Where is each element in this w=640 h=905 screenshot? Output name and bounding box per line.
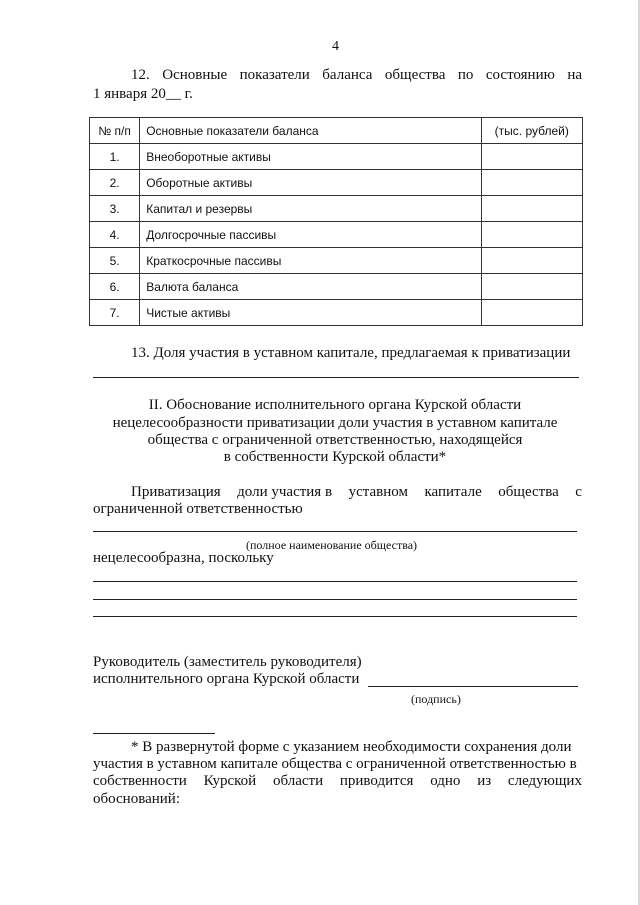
row-value[interactable] (481, 300, 582, 326)
word: баланса (322, 67, 373, 83)
table-row (90, 248, 583, 274)
reason-line-3[interactable] (93, 616, 577, 617)
page-number: 4 (332, 39, 339, 54)
reason-line-2[interactable] (93, 599, 577, 600)
word: на (567, 67, 582, 83)
word: Приватизация (131, 484, 221, 500)
footnote-line-2: участия в уставном капитале общества с ограниченной ответственностью в (93, 756, 577, 772)
row-name: Валюта баланса (140, 274, 481, 300)
row-number: 4. (90, 222, 140, 248)
reason-line-1[interactable] (93, 581, 577, 582)
row-number: 2. (90, 170, 140, 196)
section-2-heading-line-2: нецелесообразности приватизации доли участия в уставном капитале (112, 415, 558, 431)
row-value[interactable] (481, 274, 582, 300)
section-2-heading-line-1: II. Обоснование исполнительного органа Курской области (148, 397, 522, 413)
row-value[interactable] (481, 144, 582, 170)
word: капитале (424, 484, 482, 500)
footnote-line-3 (93, 772, 582, 790)
word: состоянию (485, 67, 555, 83)
row-number: 1. (90, 144, 140, 170)
row-name: Долгосрочные пассивы (140, 222, 481, 248)
section-12-title (131, 66, 582, 84)
table-row (90, 170, 583, 196)
row-name: Чистые активы (140, 300, 481, 326)
header-cell: № п/п (90, 118, 140, 144)
section-2-heading-line-4: в собственности Курской области* (223, 449, 447, 465)
table-header-row (90, 118, 583, 144)
table-row (90, 274, 583, 300)
footnote-separator (93, 733, 215, 734)
header-cell: Основные показатели баланса (140, 118, 481, 144)
share-blank-line[interactable] (93, 377, 579, 378)
row-number: 3. (90, 196, 140, 222)
row-name: Краткосрочные пассивы (140, 248, 481, 274)
signature-caption: (подпись) (411, 692, 461, 706)
word: приводится (339, 773, 414, 789)
word: из (477, 773, 492, 789)
word: одно (430, 773, 461, 789)
privatization-line-1 (131, 483, 582, 501)
signature-title-line-2: исполнительного органа Курской области (93, 671, 360, 687)
footnote-line-1: * В развернутой форме с указанием необходимости сохранения доли (131, 739, 572, 755)
row-name: Капитал и резервы (140, 196, 481, 222)
inexpedient-text: нецелесообразна, поскольку (93, 550, 274, 566)
row-value[interactable] (481, 170, 582, 196)
word: Курской (203, 773, 257, 789)
word: доли участия в (237, 484, 333, 500)
word: 12. (131, 67, 150, 83)
row-value[interactable] (481, 248, 582, 274)
word: Основные (162, 67, 228, 83)
signature-line[interactable] (368, 686, 578, 687)
section-12-date: 1 января 20__ г. (93, 86, 193, 102)
row-number: 7. (90, 300, 140, 326)
table-row (90, 196, 583, 222)
row-name: Внеоборотные активы (140, 144, 481, 170)
signature-title-line-1: Руководитель (заместитель руководителя) (93, 654, 362, 670)
row-name: Оборотные активы (140, 170, 481, 196)
word: следующих (507, 773, 582, 789)
word: общества (384, 67, 446, 83)
company-name-caption: (полное наименование общества) (246, 538, 418, 552)
word: общества (498, 484, 559, 500)
header-cell: (тыс. рублей) (481, 118, 582, 144)
table-row (90, 222, 583, 248)
section-13-title: 13. Доля участия в уставном капитале, предлагаемая к приватизации (131, 345, 571, 361)
row-number: 5. (90, 248, 140, 274)
word: с (575, 484, 582, 500)
row-number: 6. (90, 274, 140, 300)
word: уставном (348, 484, 408, 500)
table-row (90, 144, 583, 170)
row-value[interactable] (481, 222, 582, 248)
privatization-line-2: ограниченной ответственностью (93, 501, 303, 517)
word: показатели (239, 67, 310, 83)
footnote-line-4: обоснований: (93, 791, 180, 807)
word: собственности (93, 773, 187, 789)
section-2-heading-line-3: общества с ограниченной ответственностью, находящейся (147, 432, 523, 448)
table-row (90, 300, 583, 326)
word: по (457, 67, 474, 83)
balance-table (89, 117, 583, 326)
company-name-line[interactable] (93, 531, 577, 532)
word: области (272, 773, 324, 789)
row-value[interactable] (481, 196, 582, 222)
